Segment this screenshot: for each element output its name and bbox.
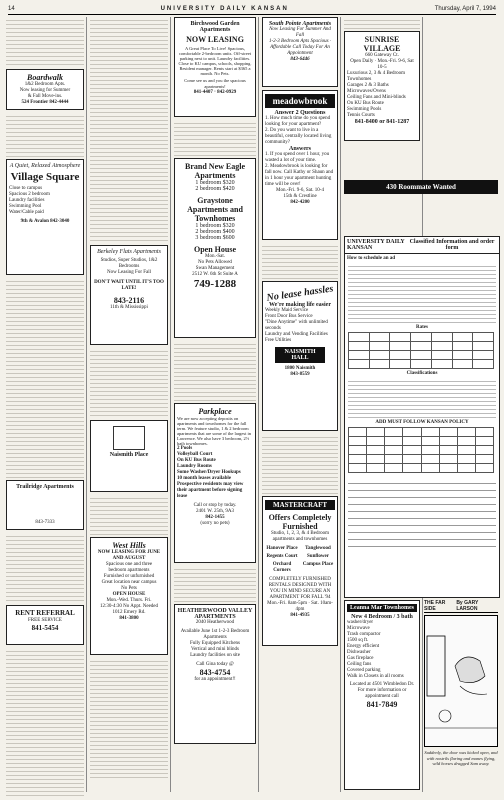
ad-brand: Birchwood Garden Apartments — [190, 21, 240, 33]
ad-hours: Mon.-Fri. 9-6, Sat. 10-4 — [276, 188, 324, 193]
ad-feature: Water/Cable paid — [9, 210, 44, 215]
ad-headline: New 4 Bedroom / 3 bath — [351, 614, 413, 620]
ad-brand: Naismith Place — [109, 452, 149, 458]
ad-line: & Fall Move-ins. — [27, 94, 63, 99]
ad-headline: Now Leasing For Summer And Fall — [269, 27, 331, 38]
ad-hours: Mon.-Fri. 8am-5pm · Sat. 10am-4pm — [267, 601, 333, 612]
ad-line: 1. If you spend over 1 hour, you wasted a lot of your time. — [265, 152, 330, 163]
ad-feature: 2 Pools — [177, 446, 193, 451]
ad-line: 3 bedroom $600 — [195, 235, 235, 241]
ad-feature: Laundry and Vending Facilities — [265, 332, 328, 337]
ad-line: 1. How much time do you spend looking for your apartment? — [265, 116, 331, 127]
classified-text-block — [174, 341, 256, 401]
ad-address: 9th & Avalon — [20, 219, 49, 224]
ad-feature: On KU Bus Route — [177, 458, 216, 463]
ad-cta: For more information or appointment call — [357, 688, 407, 699]
ad-feature: Microwave — [347, 626, 370, 631]
ad-naismith-place — [90, 420, 168, 492]
ad-line: bedroom apartments — [108, 568, 150, 573]
ad-line: 2 bedroom $400 — [195, 229, 235, 235]
ad-line: 2. Meadowbrook is looking for fall now. Call Kathy or Shaun and in 1 hour your apartment hunting time will be over! — [265, 164, 334, 187]
ad-address: 660 Gateway Ct. — [365, 53, 399, 58]
ad-line: No Pets Allowed — [198, 260, 232, 265]
ad-phone: 841-4407 · 842-0929 — [193, 90, 237, 95]
ad-phone: 842-1455 — [205, 515, 225, 520]
column-3 — [174, 17, 256, 747]
ad-feature: Covered parking — [347, 668, 381, 673]
ad-headline: A Quiet, Relaxed Atmosphere — [9, 163, 81, 169]
ad-feature: Front Door Bus Service — [265, 314, 313, 319]
ad-headline: Answer 2 Questions — [274, 110, 326, 116]
ad-headline: No lease hassles — [265, 283, 335, 304]
ad-line: 1 bedroom $320 — [195, 223, 235, 229]
ad-naismith-hall — [262, 281, 338, 431]
ad-banner: We're making life easier — [268, 302, 332, 308]
ad-feature: Laundry Rooms — [177, 464, 212, 469]
ad-feature: Ceiling fans — [347, 662, 372, 667]
form-section-heading: How to schedule an ad — [347, 256, 396, 261]
form-instructions — [348, 263, 496, 323]
ad-feature: Laundry facilities on site — [190, 653, 240, 658]
ad-feature: Trash compactor — [347, 632, 381, 637]
rates-table — [348, 332, 494, 369]
classified-order-form — [344, 236, 500, 598]
ad-feature: Weekly Maid Service — [265, 308, 309, 313]
classified-text-block — [6, 533, 84, 603]
classified-text-block — [90, 348, 168, 418]
ad-line: 1-2-3 Bedroom Apts Spacious · Affordable Call Today For An Appointment — [268, 39, 332, 56]
ad-feature: Spacious 2 bedroom — [9, 192, 50, 197]
classified-text-block — [90, 495, 168, 535]
ad-phone: 843-4754 — [199, 668, 231, 677]
ad-line: COMPLETELY FURNISHED RENTALS DESIGNED WITH YOU IN MIND SECURE AN APARTMENT FOR FALL '94 — [268, 577, 332, 600]
issue-date: Thursday, April 7, 1994 — [434, 6, 496, 12]
ad-feature: 1500 sq ft. — [347, 638, 369, 643]
ad-brand: SUNRISE VILLAGE — [363, 35, 401, 53]
page-number: 14 — [8, 6, 15, 12]
classified-text-block — [174, 120, 256, 156]
ad-feature: 10 month leases available — [177, 476, 232, 481]
ad-line: OPEN HOUSE — [112, 592, 146, 597]
ad-headline: Brand New Eagle Apartments — [185, 162, 245, 180]
ad-sunrise-village — [344, 31, 420, 141]
property-name: Hanover Place — [266, 546, 298, 551]
ad-cta: Call Gina today @ — [196, 662, 234, 667]
classified-text-block — [344, 17, 420, 29]
ad-address: 11th & Mississippi — [110, 305, 148, 310]
ad-brand: Village Square — [10, 171, 80, 183]
ad-line: Furnished or unfurnished — [103, 574, 155, 579]
classified-text-block — [90, 658, 168, 778]
ad-brand: meadowbrook — [265, 94, 335, 108]
ad-phone: 841-3800 — [119, 616, 139, 621]
column-4 — [262, 17, 338, 649]
ad-leanna-mar — [344, 600, 420, 790]
ad-west-hills — [90, 537, 168, 655]
ad-address: Located at 4501 Wimbledon Dr. — [349, 682, 415, 687]
ad-meadowbrook — [262, 90, 338, 240]
ad-line: Studios, Super Studios, 1&2 Bedrooms — [100, 258, 158, 269]
ad-line: No Pets — [121, 586, 137, 591]
ad-line: (sorry no pets) — [200, 521, 230, 526]
ad-berkeley-flats — [90, 245, 168, 345]
ad-phone: 841-4935 — [290, 613, 310, 618]
divider — [344, 596, 498, 597]
property-name: Orchard Corners — [272, 562, 292, 573]
ad-feature: Garages 2 & 3 Baths — [347, 83, 389, 88]
property-name: Regents Court — [266, 554, 298, 559]
ad-feature: Close to campus — [9, 186, 43, 191]
comic-illustration — [425, 616, 497, 746]
property-name: Sunflower — [307, 554, 329, 559]
ad-rent-referral — [6, 605, 84, 645]
ad-heatherwood — [174, 604, 256, 744]
ad-village-square — [6, 159, 84, 275]
ad-headline: Answers — [289, 146, 311, 152]
ad-line: FREE SERVICE — [28, 618, 62, 623]
ad-feature: "Dine Anytime" with unlimited seconds — [265, 320, 328, 331]
ad-address: 15th & Crestline — [283, 194, 317, 199]
building-illustration — [113, 426, 145, 450]
ad-brand: West Hills — [112, 541, 146, 550]
ad-brand: MASTERCRAFT — [265, 500, 335, 510]
ad-feature: On KU Bus Route — [347, 101, 384, 106]
form-contact-fields[interactable] — [348, 477, 496, 547]
ad-birchwood — [174, 17, 256, 117]
ad-phone: 843-2116 — [113, 296, 145, 305]
ad-feature: Some Washer/Dryer Hookups — [177, 470, 241, 475]
ad-line: 12:30-4:30 No Appt. Needed — [99, 604, 159, 609]
column-1 — [6, 17, 84, 800]
comic-title: THE FAR SIDE — [424, 600, 446, 612]
classified-text-block — [174, 566, 256, 602]
ad-cta: Call or stop by today. — [193, 503, 237, 508]
ad-line: 2. Do you want to live in a beautiful, centrally located living community? — [265, 128, 332, 145]
ad-headline: NOW LEASING — [186, 35, 244, 44]
classifications-list — [348, 378, 496, 418]
ad-brand: RENT REFERRAL — [15, 609, 75, 617]
ad-hours: Open Daily · Mon.-Fri. 9-6, Sat 10-5 — [350, 59, 414, 70]
far-side-block — [424, 600, 498, 790]
ad-phone: 842-3040 — [50, 219, 70, 224]
ad-line: Mon.-Wed. Thurs. Fri. — [106, 598, 152, 603]
ad-line: Swan Management — [195, 266, 235, 271]
form-section-heading: Classifications — [406, 371, 438, 376]
ad-phone: 842-4444 — [49, 100, 69, 105]
classified-text-block — [6, 648, 84, 798]
classified-area — [262, 180, 498, 194]
ad-line: Mon.-Sat. — [205, 254, 225, 259]
ad-feature: Vertical and mini blinds — [191, 647, 239, 652]
form-title: Classified Information and order form — [409, 239, 495, 251]
ad-body: We are now accepting deposits on apartments and townhomes for the fall term. We feature studio, 1 & 2 bedroom apartments that are some of the largest in Lawrence. We also have 3 bedroom, 2½ bath townhomes. — [177, 416, 252, 446]
ad-line: Great location near campus — [101, 580, 157, 585]
ad-tagline: DON'T WAIT UNTIL IT'S TOO LATE! — [94, 280, 164, 291]
ad-address: 524 Frontier — [21, 100, 49, 105]
ad-line: Now leasing for Summer — [19, 88, 71, 93]
ad-address: 2401 W. 25th, 9A3 — [196, 509, 234, 514]
ad-parkplace — [174, 403, 256, 563]
ad-line: Now Leasing For Fall — [106, 270, 152, 275]
column-5 — [344, 17, 420, 144]
ad-phone: 841-5454 — [31, 624, 59, 632]
ad-feature: Free Utilities — [265, 338, 292, 343]
ad-feature: Laundry facilities — [9, 198, 45, 203]
ad-headline: Offers Completely Furnished — [268, 513, 332, 531]
ad-line: 2 bedroom $420 — [195, 186, 235, 192]
ad-phone: 843-6446 — [290, 57, 310, 62]
ad-south-pointe — [262, 17, 338, 87]
ad-brand: NAISMITH HALL — [275, 347, 325, 363]
ad-line: Come see us and you the spacious apartments! — [184, 78, 246, 89]
ad-feature: Gas fireplace — [347, 656, 374, 661]
form-section-heading: ADD MUST FOLLOW KANSAN POLICY — [375, 420, 469, 425]
classified-text-block — [262, 243, 338, 279]
ad-line: Available June 1st 1-2-3 Bedroom Apartments — [180, 629, 250, 640]
ad-brand: Berkeley Flats Apartments — [97, 249, 161, 255]
ad-feature: Ceiling Fans and Mini-blinds — [347, 95, 406, 100]
ad-feature: washer/dryer — [347, 620, 374, 625]
form-paper-name: UNIVERSITY DAILY KANSAN — [347, 239, 405, 251]
ad-phone: 1800 Naismith — [284, 366, 316, 371]
ad-line: for an appointment!! — [194, 677, 236, 682]
form-section-heading: Rates — [416, 325, 428, 330]
ad-headline: Open House — [193, 245, 236, 254]
classified-text-block — [6, 113, 84, 157]
ad-phone: 842-4200 — [290, 200, 310, 205]
ad-phone: 843-8559 — [290, 372, 310, 377]
ad-line: Spacious one and three — [105, 562, 153, 567]
ad-brand: South Pointe Apartments — [268, 21, 332, 27]
ad-phone: 843-7333 — [35, 520, 55, 525]
ad-headline: NOW LEASING FOR JUNE AND AUGUST — [97, 550, 161, 561]
ad-brand: HEATHERWOOD VALLEY APARTMENTS — [177, 608, 253, 620]
ad-entry-grid[interactable] — [348, 427, 494, 473]
ad-mastercraft — [262, 496, 338, 646]
ad-trailridge — [6, 480, 84, 530]
ad-body: A Great Place To Live! Spacious, comfortable 2-bedroom units. Off-street parking next to unit. Laundry facilities. Close to KU campus, schools, shopping. Resident manager. Rents start at $365 a month. No Pets. — [178, 46, 252, 76]
ad-feature: Volleyball Court — [177, 452, 213, 457]
ad-feature: Swimming Pools — [347, 107, 382, 112]
ad-line: 1&2 Bedroom Apts. — [24, 82, 66, 87]
ad-feature: Dishwasher — [347, 650, 371, 655]
ad-phone: 841-7849 — [366, 700, 398, 709]
ad-feature: Microwaves/Ovens — [347, 89, 386, 94]
ad-brand: Boardwalk — [26, 73, 63, 82]
property-name: Campus Place — [302, 562, 334, 567]
ad-line: 2512 W. 6th St Suite A — [192, 272, 238, 277]
ad-headline: Graystone Apartments and Townhomes — [187, 196, 243, 223]
ad-feature: Fully Equipped Kitchens — [190, 641, 240, 646]
ad-brand: Trailridge Apartments — [16, 484, 74, 490]
ad-phone: 749-1288 — [193, 278, 237, 290]
classified-text-block — [90, 17, 168, 243]
ad-brand: Leanna Mar Townhomes — [347, 604, 417, 612]
ad-feature: Prospective residents may view their apartment before signing lease — [177, 482, 244, 499]
ad-address: 2040 Heatherwood — [195, 620, 235, 625]
classified-text-block — [6, 17, 84, 67]
paper-title: UNIVERSITY DAILY KANSAN — [160, 6, 289, 12]
section-banner: 430 Roommate Wanted — [344, 180, 498, 194]
classified-text-block — [262, 434, 338, 494]
ad-line: 1 bedroom $320 — [195, 180, 235, 186]
ad-feature: Walk in Closets in all rooms — [347, 674, 404, 679]
page-header — [8, 4, 496, 15]
comic-panel — [424, 615, 498, 747]
ad-feature: Swimming Pool — [9, 204, 42, 209]
column-2 — [90, 17, 168, 780]
ad-feature: Tennis Courts — [347, 113, 375, 118]
ad-boardwalk — [6, 69, 84, 110]
ad-phone: 841-8400 or 841-1287 — [354, 119, 410, 125]
ad-brand: Parkplace — [198, 407, 232, 416]
ad-line: 1012 Emery Rd. — [112, 610, 146, 615]
comic-caption: Suddenly, the door was kicked open, and with nostrils flaring and manes flying, wild horses dragged Sam away. — [424, 750, 498, 766]
ad-line: Studio, 1, 2, 3, & 4 Bedroom apartments and townhomes — [270, 531, 330, 542]
ad-feature: Luxurious 2, 3 & 4 Bedroom Townhomes — [347, 71, 406, 82]
comic-byline: By GARY LARSON — [456, 600, 479, 612]
ad-eagle-graystone — [174, 158, 256, 338]
property-name: Tanglewood — [305, 546, 331, 551]
ad-feature: Energy efficient — [347, 644, 380, 649]
classified-text-block — [6, 278, 84, 478]
